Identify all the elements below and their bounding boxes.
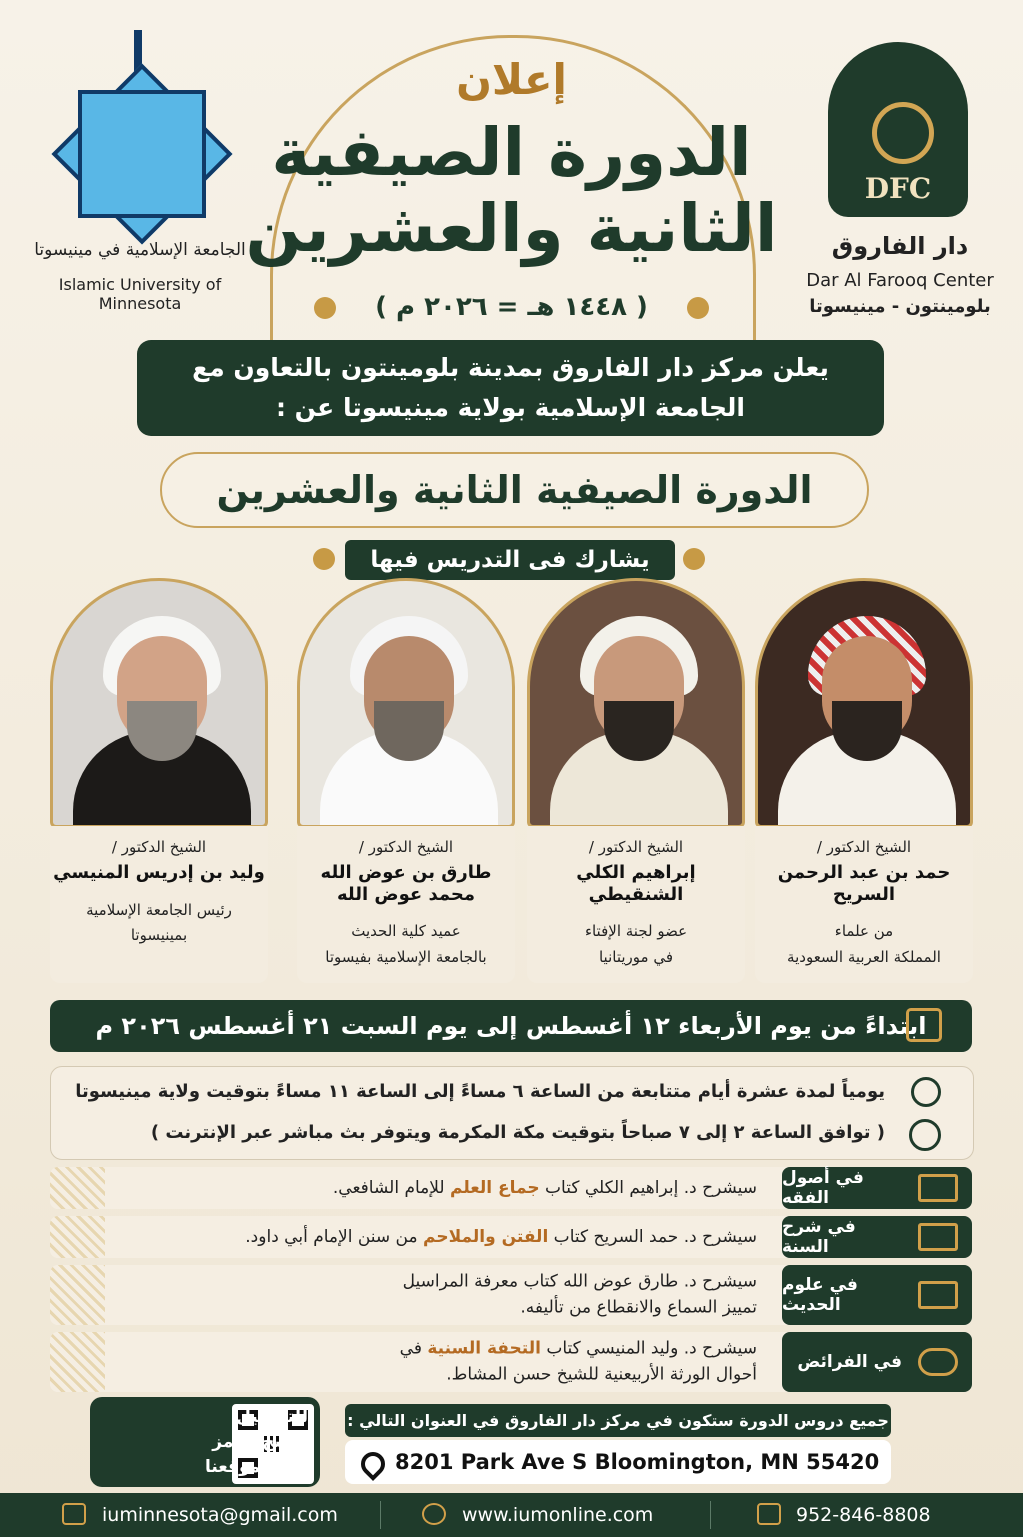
calendar-icon [906,1008,942,1042]
speaker-photo [755,578,973,828]
subject-label [782,1265,972,1325]
pattern-ornament [50,1332,105,1392]
speaker-desc-line1: رئيس الجامعة الإسلامية [86,900,232,919]
intro-line1: يعلن مركز دار الفاروق بمدينة بلومينتون بالتعاون مع [192,353,829,382]
flower-ornament-icon [313,548,335,570]
dfc-name-arabic: دار الفاروق [831,232,969,260]
footer-bar [0,1493,1023,1537]
main-title-line1: الدورة الصيفية [271,114,752,191]
registration-line3: أو زر موقعنا [204,1457,308,1477]
pattern-ornament [50,1265,105,1325]
subject-text: سيشرح د. طارق عوض الله كتاب معرفة المراسيل [402,1271,757,1292]
subject-row [50,1265,972,1325]
subject-text: في [399,1338,428,1359]
logo-monogram: DFC [864,172,932,205]
divider [380,1501,381,1529]
footer-website[interactable]: www.iumonline.com [462,1504,654,1526]
speaker-title: الشيخ الدكتور / [111,838,207,856]
registration-line2: امسح الرمز [212,1432,308,1452]
subject-text: سيشرح د. حمد السريح كتاب [548,1226,757,1247]
subject-row [50,1167,972,1209]
timing-line2: ( توافق الساعة ٢ إلى ٧ صباحاً بتوقيت مكة المكرمة ويتوفر بث مباشر عبر الإنترنت ) [150,1122,885,1143]
book-icon [918,1174,958,1202]
speaker-desc-line1: عميد كلية الحديث [351,922,461,941]
speaker-desc-line2: المملكة العربية السعودية [787,947,941,966]
address-heading: جميع دروس الدورة ستكون في مركز دار الفاروق في العنوان التالي : [345,1404,891,1437]
speaker-description [297,919,515,970]
speaker-card [755,578,973,983]
address-box[interactable] [345,1440,891,1484]
subject-text: سيشرح د. إبراهيم الكلي كتاب [539,1177,757,1198]
subject-text: سيشرح د. وليد المنيسي كتاب [540,1338,757,1359]
footer-email[interactable]: iuminnesota@gmail.com [102,1504,338,1526]
main-title-line2: الثانية والعشرين [245,189,778,267]
subject-label [782,1167,972,1209]
subject-label-text: في علوم الحديث [782,1275,858,1315]
intro-line2: الجامعة الإسلامية بولاية مينيسوتا عن : [275,393,745,422]
speaker-photo [297,578,515,828]
speaker-desc-line1: من علماء [834,922,894,941]
main-title [0,115,1023,267]
timing-box [50,1066,974,1160]
course-title: الدورة الصيفية الثانية والعشرين [160,452,869,528]
globe-icon [909,1119,941,1151]
registration-line1: للتسجيل [236,1407,308,1427]
speaker-title: الشيخ الدكتور / [588,838,684,856]
flower-ornament-icon [687,297,709,319]
speaker-desc-line2: في موريتانيا [598,947,673,966]
dfc-name-english: Dar Al Farooq Center [806,270,994,291]
book-icon [918,1281,958,1309]
speaker-photo [527,578,745,828]
subject-description [333,1175,757,1201]
year-text: ( ١٤٤٨ هـ = ٢٠٢٦ م ) [375,292,648,322]
subject-description [245,1224,757,1250]
globe-icon [422,1503,446,1525]
divider [710,1501,711,1529]
timing-line1: يومياً لمدة عشرة أيام متتابعة من الساعة ٦ مساءً إلى الساعة ١١ مساءً بتوقيت ولاية مينيسوتا [75,1081,885,1102]
subject-label-text: في الفرائض [797,1352,902,1372]
speaker-card [50,578,268,983]
speaker-description [755,919,973,970]
teachers-heading: يشارك فى التدريس فيها [345,540,675,580]
speaker-name: حمد بن عبد الرحمن السريح [777,862,951,905]
year-line [0,292,1023,322]
flower-ornament-icon [314,297,336,319]
speaker-description [527,919,745,970]
registration-box[interactable] [90,1397,320,1487]
dates-bar [50,1000,972,1052]
subject-description [403,1269,757,1322]
street-address: 8201 Park Ave S Bloomington, MN 55420 [395,1450,880,1474]
speaker-card [527,578,745,983]
dfc-location: بلومينتون - مينيسوتا [809,296,991,317]
footer-phone[interactable]: 952-846-8808 [796,1504,931,1526]
clock-icon [911,1077,941,1107]
speaker-card [297,578,515,983]
speaker-desc-line2: بالجامعة الإسلامية بفيسوتا [325,947,487,966]
book-title: التحفة السنية [427,1338,541,1359]
subject-label-text: في أصول الفقه [782,1168,864,1208]
iu-name-arabic: الجامعة الإسلامية في مينيسوتا [34,240,246,260]
book-title: جماع العلم [450,1177,540,1198]
book-title: الفتن والملاحم [423,1226,549,1247]
subject-row [50,1216,972,1258]
speaker-photo [50,578,268,828]
subject-text-line2: تمييز السماع والانقطاع من تأليفه. [520,1298,757,1318]
subject-label [782,1332,972,1392]
speaker-description [50,898,268,949]
location-pin-icon [356,1447,390,1481]
intro-box [137,340,884,436]
announcement-label: إعلان [456,55,567,104]
subject-label-text: في شرح السنة [782,1217,856,1257]
subject-text: من سنن الإمام أبي داود. [245,1226,423,1247]
speaker-name: وليد بن إدريس المنيسي [53,862,265,883]
pattern-ornament [50,1216,105,1258]
scales-icon [918,1348,958,1376]
speaker-name: طارق بن عوض الله محمد عوض الله [320,862,492,905]
speaker-title: الشيخ الدكتور / [816,838,912,856]
speaker-name: إبراهيم الكلي الشنقيطي [576,862,696,905]
subject-row [50,1332,972,1392]
subject-text-line2: أحوال الورثة الأربيعنية للشيخ حسن المشاط. [446,1365,757,1385]
registration-text [205,1405,308,1480]
speaker-desc-line2: بمينيسوتا [130,926,188,945]
flower-ornament-icon [683,548,705,570]
speaker-desc-line1: عضو لجنة الإفتاء [584,922,688,941]
open-book-icon [918,1223,958,1251]
speaker-title: الشيخ الدكتور / [358,838,454,856]
pattern-ornament [50,1167,105,1209]
subject-description [400,1336,757,1389]
email-icon [62,1503,86,1525]
subject-label [782,1216,972,1258]
dates-text: ابتداءً من يوم الأربعاء ١٢ أغسطس إلى يوم السبت ٢١ أغسطس ٢٠٢٦ م [95,1012,927,1040]
subject-text: للإمام الشافعي. [332,1177,450,1198]
phone-icon [757,1503,781,1525]
iu-name-english: Islamic University of Minnesota [58,275,222,313]
